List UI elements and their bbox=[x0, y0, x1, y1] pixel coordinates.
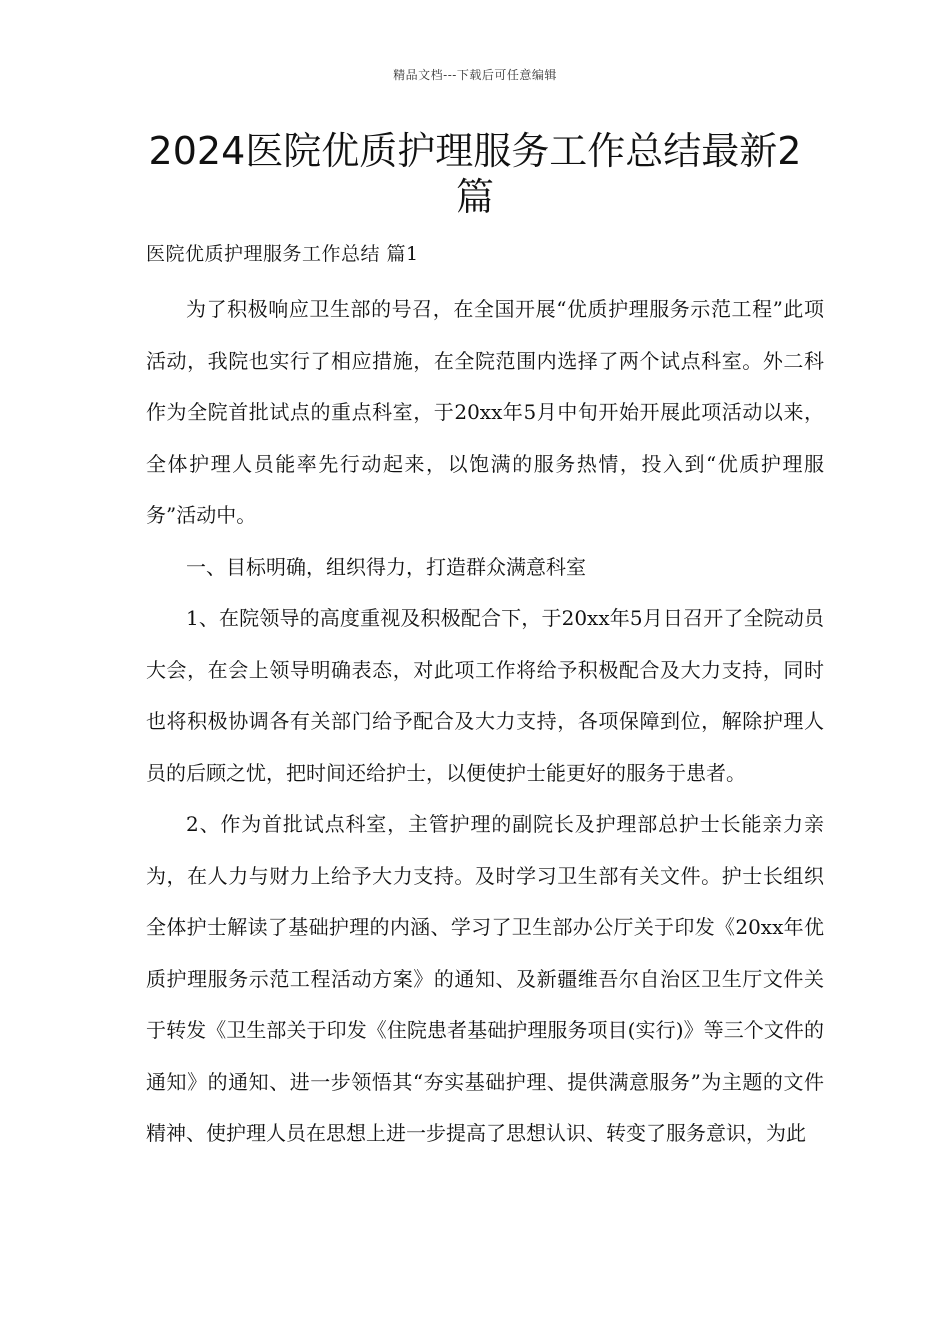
section-heading: 一、目标明确，组织得力，打造群众满意科室 bbox=[186, 554, 586, 579]
paragraph-intro: 为了积极响应卫生部的号召，在全国开展“优质护理服务示范工程”此项活动，我院也实行了相应措施，在全院范围内选择了两个试点科室。外二科作为全院首批试点的重点科室，于20xx年5月中旬开始开展此项活动以来，全体护理人员能率先行动起来，以饱满的服务热情，投入到“优质护理服务”活动中。 bbox=[146, 297, 824, 527]
section-subtitle: 医院优质护理服务工作总结 篇1 bbox=[146, 243, 419, 265]
document-title: 2024医院优质护理服务工作总结最新2篇 bbox=[148, 129, 802, 219]
paragraph-item-1: 1、在院领导的高度重视及积极配合下，于20xx年5月日召开了全院动员大会，在会上领导明确表态，对此项工作将给予积极配合及大力支持，同时也将积极协调各有关部门给予配合及大力支持，各项保障到位，解除护理人员的后顾之忧，把时间还给护士，以便使护士能更好的服务于患者。 bbox=[146, 606, 824, 785]
page-header: 精品文档---下载后可任意编辑 bbox=[393, 68, 557, 82]
document-body bbox=[146, 284, 824, 1160]
paragraph-item-2: 2、作为首批试点科室，主管护理的副院长及护理部总护士长能亲力亲为，在人力与财力上给予大力支持。及时学习卫生部有关文件。护士长组织全体护士解读了基础护理的内涵、学习了卫生部办公厅关于印发《20xx年优质护理服务示范工程活动方案》的通知、及新疆维吾尔自治区卫生厅文件关于转发《卫生部关于印发《住院患者基础护理服务项目(实行)》等三个文件的通知》的通知、进一步领悟其“夯实基础护理、提供满意服务”为主题的文件精神、使护理人员在思想上进一步提高了思想认识、转变了服务意识，为此 bbox=[146, 812, 824, 1145]
